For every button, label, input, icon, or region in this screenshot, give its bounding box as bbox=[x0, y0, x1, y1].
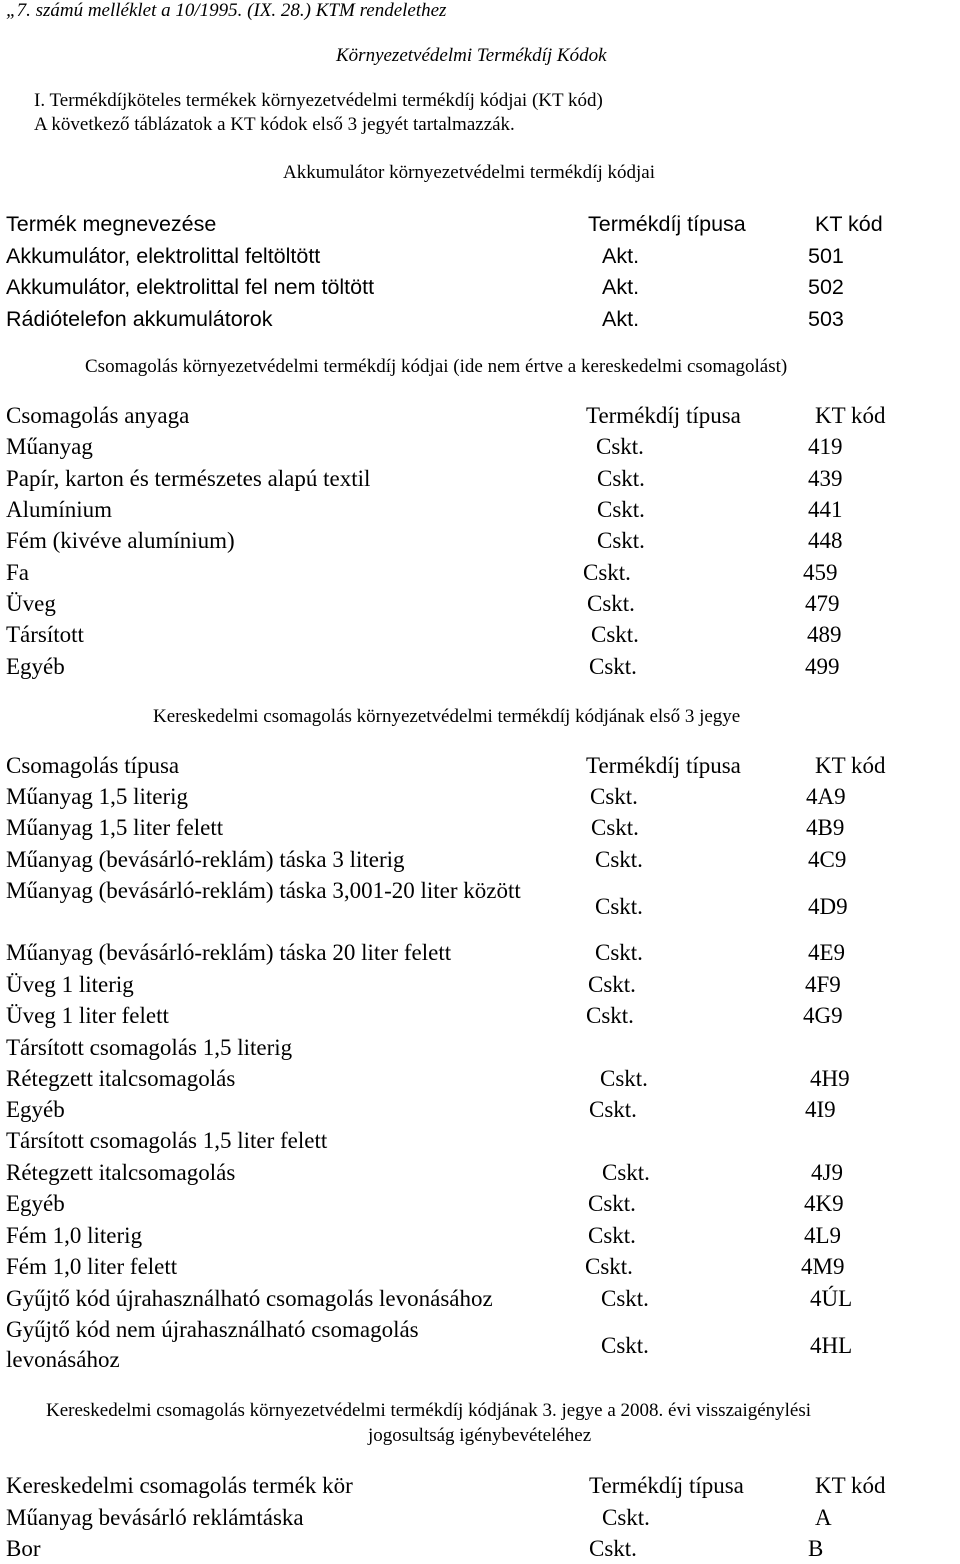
fee-type: Cskt. bbox=[597, 497, 645, 522]
kt-code: 4ÚL bbox=[810, 1286, 853, 1311]
table-row bbox=[0, 1315, 960, 1377]
table-row bbox=[0, 1221, 960, 1251]
column-header: Termékdíj típusa bbox=[589, 1473, 744, 1498]
material-name: Papír, karton és természetes alapú textil bbox=[6, 466, 371, 491]
column-header: Termékdíj típusa bbox=[586, 753, 741, 778]
section-heading: I. Termékdíjköteles termékek környezetvédelmi termékdíj kódjai (KT kód) bbox=[34, 90, 603, 111]
fee-type: Cskt. bbox=[591, 815, 639, 840]
table-row bbox=[0, 272, 960, 302]
fee-type: Cskt. bbox=[588, 1191, 636, 1216]
product-group: Műanyag bevásárló reklámtáska bbox=[6, 1505, 304, 1530]
packaging-type: Egyéb bbox=[6, 1097, 65, 1122]
packaging-type: Egyéb bbox=[6, 1191, 65, 1216]
kt-code: 4M9 bbox=[801, 1254, 845, 1279]
kt-code: 4L9 bbox=[804, 1223, 842, 1248]
table-header-row bbox=[0, 401, 960, 431]
column-header: Termékdíj típusa bbox=[586, 403, 741, 428]
packaging-type: Műanyag (bevásárló-reklám) táska 3 literig bbox=[6, 847, 405, 872]
packaging-type: Üveg 1 literig bbox=[6, 972, 134, 997]
table-row bbox=[0, 1534, 960, 1564]
packaging-type: Fém 1,0 literig bbox=[6, 1223, 143, 1248]
column-header: Termékdíj típusa bbox=[588, 212, 746, 236]
kt-code: 501 bbox=[808, 244, 844, 268]
table-row bbox=[0, 1189, 960, 1219]
material-name: Műanyag bbox=[6, 434, 93, 459]
kt-code: 459 bbox=[803, 560, 838, 585]
packaging-type: Műanyag (bevásárló-reklám) táska 20 liter felett bbox=[6, 940, 452, 965]
fee-type: Akt. bbox=[602, 307, 640, 331]
kt-code: 479 bbox=[805, 591, 840, 616]
table-row bbox=[0, 620, 960, 650]
packaging-type: Társított csomagolás 1,5 literig bbox=[6, 1035, 293, 1060]
table-row bbox=[0, 782, 960, 812]
kt-code: 4B9 bbox=[806, 815, 845, 840]
fee-type: Cskt. bbox=[583, 560, 631, 585]
table-header-row bbox=[0, 751, 960, 781]
fee-type: Cskt. bbox=[591, 622, 639, 647]
table-row bbox=[0, 526, 960, 556]
table-row bbox=[0, 495, 960, 525]
kt-code: 4F9 bbox=[805, 972, 841, 997]
kt-code: 503 bbox=[808, 307, 844, 331]
kt-code: 419 bbox=[808, 434, 843, 459]
fee-type: Cskt. bbox=[589, 1097, 637, 1122]
refund-heading-line1: Kereskedelmi csomagolás környezetvédelmi termékdíj kódjának 3. jegye a 2008. évi visszaigénylési bbox=[46, 1400, 812, 1421]
packaging-type: Fém 1,0 liter felett bbox=[6, 1254, 178, 1279]
kt-code: 4K9 bbox=[804, 1191, 844, 1216]
table-row bbox=[0, 876, 960, 938]
fee-type: Cskt. bbox=[586, 1003, 634, 1028]
table-row bbox=[0, 1503, 960, 1533]
table-row bbox=[0, 558, 960, 588]
table-row bbox=[0, 589, 960, 619]
column-header: Kereskedelmi csomagolás termék kör bbox=[6, 1473, 353, 1498]
column-header: KT kód bbox=[815, 1473, 886, 1498]
packaging-type: Rétegzett italcsomagolás bbox=[6, 1160, 236, 1185]
product-group: Bor bbox=[6, 1536, 41, 1561]
column-header: KT kód bbox=[815, 403, 886, 428]
kt-code: B bbox=[808, 1536, 824, 1561]
table-header-row bbox=[0, 1471, 960, 1501]
fee-type: Cskt. bbox=[595, 940, 643, 965]
material-name: Fa bbox=[6, 560, 29, 585]
intro-text: A következő táblázatok a KT kódok első 3 jegyét tartalmazzák. bbox=[34, 114, 515, 135]
fee-type: Cskt. bbox=[590, 784, 638, 809]
kt-code: 439 bbox=[808, 466, 843, 491]
table-row bbox=[0, 432, 960, 462]
table-row bbox=[0, 1064, 960, 1094]
fee-type: Cskt. bbox=[587, 591, 635, 616]
table-row bbox=[0, 1033, 960, 1063]
table-row bbox=[0, 845, 960, 875]
table-row bbox=[0, 304, 960, 334]
kt-code: 448 bbox=[808, 528, 843, 553]
packaging-type: Gyűjtő kód újrahasználható csomagolás levonásához bbox=[6, 1286, 493, 1311]
kt-code: 4E9 bbox=[808, 940, 846, 965]
fee-type: Cskt. bbox=[600, 1066, 648, 1091]
table-row bbox=[0, 652, 960, 682]
packaging-type: Rétegzett italcsomagolás bbox=[6, 1066, 236, 1091]
table-row bbox=[0, 1126, 960, 1156]
kt-code: 502 bbox=[808, 275, 844, 299]
table-row bbox=[0, 1284, 960, 1314]
table-row bbox=[0, 464, 960, 494]
kt-code: 4D9 bbox=[808, 894, 848, 919]
product-name: Akkumulátor, elektrolittal fel nem töltött bbox=[6, 275, 375, 299]
packaging-type: Műanyag 1,5 liter felett bbox=[6, 815, 224, 840]
material-name: Alumínium bbox=[6, 497, 113, 522]
kt-code: 4I9 bbox=[805, 1097, 836, 1122]
column-header: Csomagolás anyaga bbox=[6, 403, 190, 428]
kt-code: 4G9 bbox=[803, 1003, 843, 1028]
fee-type: Cskt. bbox=[595, 847, 643, 872]
table-row bbox=[0, 1001, 960, 1031]
packaging-type: Üveg 1 liter felett bbox=[6, 1003, 169, 1028]
column-header: Csomagolás típusa bbox=[6, 753, 180, 778]
fee-type: Cskt. bbox=[596, 434, 644, 459]
fee-type: Cskt. bbox=[602, 1505, 650, 1530]
material-name: Társított bbox=[6, 622, 84, 647]
column-header: KT kód bbox=[815, 753, 886, 778]
kt-code: 4C9 bbox=[808, 847, 847, 872]
packaging-type: Műanyag 1,5 literig bbox=[6, 784, 189, 809]
table-row bbox=[0, 1252, 960, 1282]
fee-type: Akt. bbox=[602, 244, 640, 268]
kt-code: 4J9 bbox=[811, 1160, 843, 1185]
product-name: Akkumulátor, elektrolittal feltöltött bbox=[6, 244, 321, 268]
material-name: Egyéb bbox=[6, 654, 65, 679]
table-row bbox=[0, 813, 960, 843]
table-row bbox=[0, 1095, 960, 1125]
fee-type: Akt. bbox=[602, 275, 640, 299]
packaging-type: Műanyag (bevásárló-reklám) táska 3,001-20 liter között bbox=[6, 878, 521, 903]
packaging-heading: Csomagolás környezetvédelmi termékdíj kódjai (ide nem értve a kereskedelmi csomagolást) bbox=[85, 356, 788, 377]
commercial-heading: Kereskedelmi csomagolás környezetvédelmi termékdíj kódjának első 3 jegye bbox=[153, 706, 741, 727]
annex-reference: „7. számú melléklet a 10/1995. (IX. 28.) KTM rendelethez bbox=[6, 0, 447, 21]
fee-type: Cskt. bbox=[597, 528, 645, 553]
material-name: Üveg bbox=[6, 591, 56, 616]
fee-type: Cskt. bbox=[595, 894, 643, 919]
fee-type: Cskt. bbox=[585, 1254, 633, 1279]
battery-heading: Akkumulátor környezetvédelmi termékdíj kódjai bbox=[283, 162, 655, 183]
material-name: Fém (kivéve alumínium) bbox=[6, 528, 235, 553]
column-header: Termék megnevezése bbox=[6, 212, 217, 236]
table-row bbox=[0, 938, 960, 968]
column-header: KT kód bbox=[815, 212, 883, 236]
fee-type: Cskt. bbox=[589, 1536, 637, 1561]
table-row bbox=[0, 970, 960, 1000]
kt-code: 4H9 bbox=[810, 1066, 850, 1091]
kt-code: 489 bbox=[807, 622, 842, 647]
fee-type: Cskt. bbox=[601, 1286, 649, 1311]
kt-code: 499 bbox=[805, 654, 840, 679]
kt-code: 441 bbox=[808, 497, 843, 522]
fee-type: Cskt. bbox=[588, 972, 636, 997]
fee-type: Cskt. bbox=[602, 1160, 650, 1185]
table-row bbox=[0, 1158, 960, 1188]
product-name: Rádiótelefon akkumulátorok bbox=[6, 307, 273, 331]
fee-type: Cskt. bbox=[589, 654, 637, 679]
fee-type: Cskt. bbox=[597, 466, 645, 491]
fee-type: Cskt. bbox=[588, 1223, 636, 1248]
table-header-row bbox=[0, 209, 960, 239]
page-title: Környezetvédelmi Termékdíj Kódok bbox=[336, 45, 607, 66]
packaging-type: Társított csomagolás 1,5 liter felett bbox=[6, 1128, 328, 1153]
table-row bbox=[0, 241, 960, 271]
kt-code: 4HL bbox=[810, 1333, 853, 1358]
packaging-type: Gyűjtő kód nem újrahasználható csomagolás levonásához bbox=[6, 1317, 419, 1372]
refund-heading-line2: jogosultság igénybevételéhez bbox=[368, 1425, 592, 1446]
fee-type: Cskt. bbox=[601, 1333, 649, 1358]
kt-code: A bbox=[815, 1505, 832, 1530]
kt-code: 4A9 bbox=[806, 784, 846, 809]
